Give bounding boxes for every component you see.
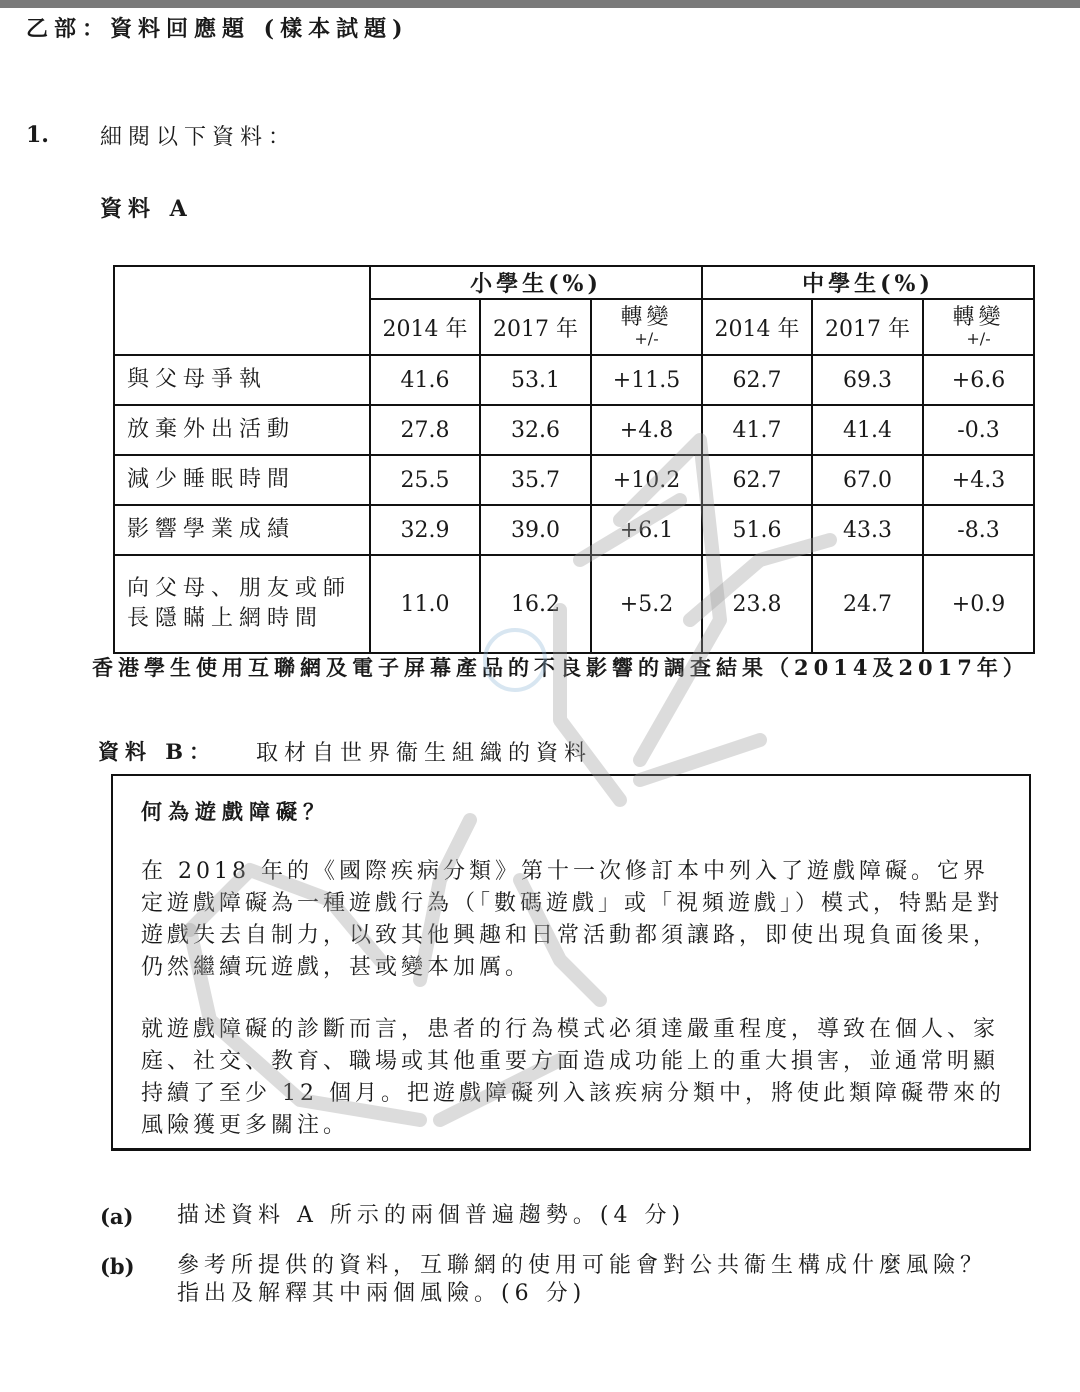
row-label: 向父母、朋友或師長隱瞞上網時間 xyxy=(114,555,370,653)
table-cell: 24.7 xyxy=(812,555,923,653)
table-cell: +4.8 xyxy=(591,405,702,455)
row-label: 影響學業成績 xyxy=(114,505,370,555)
source-b-box xyxy=(111,774,1031,1151)
table-row xyxy=(114,555,1034,653)
survey-table xyxy=(113,265,1035,654)
change-label: 轉變 xyxy=(620,305,673,330)
table-cell: +11.5 xyxy=(591,355,702,405)
table-cell: +5.2 xyxy=(591,555,702,653)
question-a-label: (a) xyxy=(100,1204,134,1229)
table-cell: +0.9 xyxy=(923,555,1034,653)
question-b-label: (b) xyxy=(100,1254,135,1279)
table-cell: 32.6 xyxy=(480,405,591,455)
table-row xyxy=(114,455,1034,505)
top-bar xyxy=(0,0,1080,8)
col-header-change xyxy=(591,299,702,355)
table-cell: 39.0 xyxy=(480,505,591,555)
table-cell: +6.6 xyxy=(923,355,1034,405)
table-row xyxy=(114,505,1034,555)
group-header-secondary: 中學生(%) xyxy=(702,266,1034,299)
table-cell: 53.1 xyxy=(480,355,591,405)
table-cell: 41.4 xyxy=(812,405,923,455)
col-header-year-2: 2017 年 xyxy=(812,299,923,355)
change-sign: +/- xyxy=(634,329,659,348)
source-b-title: 取材自世界衞生組織的資料 xyxy=(256,741,593,766)
col-header-year-2: 2017 年 xyxy=(480,299,591,355)
table-cell: 25.5 xyxy=(370,455,480,505)
source-b-heading: 何為遊戲障礙？ xyxy=(141,799,330,824)
table-cell: +10.2 xyxy=(591,455,702,505)
table-cell: 62.7 xyxy=(702,455,812,505)
question-a-text: 描述資料 A 所示的兩個普遍趨勢。(4 分) xyxy=(177,1203,686,1228)
table-cell: 11.0 xyxy=(370,555,480,653)
table-cell: 23.8 xyxy=(702,555,812,653)
source-b-paragraph-1: 在 2018 年的《國際疾病分類》第十一次修訂本中列入了遊戲障礙。它界定遊戲障礙為一種遊戲行為（「數碼遊戲」或「視頻遊戲」）模式，特點是對遊戲失去自制力，以致其他興趣和日常活動都須讓路，即使出現負面後果，仍然繼續玩遊戲，甚或變本加厲。 xyxy=(141,859,1004,980)
table-cell: 43.3 xyxy=(812,505,923,555)
row-label: 放棄外出活動 xyxy=(114,405,370,455)
table-cell: 51.6 xyxy=(702,505,812,555)
change-sign: +/- xyxy=(966,329,991,348)
source-a-label: 資料 A xyxy=(100,196,193,222)
table-cell: 32.9 xyxy=(370,505,480,555)
table-cell: 41.6 xyxy=(370,355,480,405)
table-cell: 67.0 xyxy=(812,455,923,505)
table-cell: +6.1 xyxy=(591,505,702,555)
table-cell: +4.3 xyxy=(923,455,1034,505)
question-b-text: 參考所提供的資料，互聯網的使用可能會對公共衞生構成什麼風險？指出及解釋其中兩個風險。(6 分) xyxy=(177,1253,988,1306)
table-cell: 35.7 xyxy=(480,455,591,505)
table-caption: 香港學生使用互聯網及電子屏幕產品的不良影響的調查結果（2014及2017年） xyxy=(92,655,1029,680)
table-cell: 69.3 xyxy=(812,355,923,405)
col-header-year-1: 2014 年 xyxy=(702,299,812,355)
table-cell: -0.3 xyxy=(923,405,1034,455)
col-header-change xyxy=(923,299,1034,355)
table-cell: 27.8 xyxy=(370,405,480,455)
table-corner-cell xyxy=(114,266,370,355)
source-b-label: 資料 B： xyxy=(98,739,217,764)
question-number: 1. xyxy=(26,122,49,148)
question-intro: 細閱以下資料： xyxy=(100,125,297,150)
table-cell: -8.3 xyxy=(923,505,1034,555)
change-label: 轉變 xyxy=(952,305,1005,330)
col-header-year-1: 2014 年 xyxy=(370,299,480,355)
table-cell: 62.7 xyxy=(702,355,812,405)
table-cell: 16.2 xyxy=(480,555,591,653)
section-title: 乙部：資料回應題 (樣本試題) xyxy=(26,16,409,42)
row-label: 減少睡眠時間 xyxy=(114,455,370,505)
table-cell: 41.7 xyxy=(702,405,812,455)
table-row xyxy=(114,355,1034,405)
table-row xyxy=(114,405,1034,455)
source-b-paragraph-2: 就遊戲障礙的診斷而言，患者的行為模式必須達嚴重程度，導致在個人、家庭、社交、教育、職場或其他重要方面造成功能上的重大損害，並通常明顯持續了至少 12 個月。把遊戲障礙列入該疾病分類中，將使此類障礙帶來的風險獲更多關注。 xyxy=(141,1017,1005,1138)
row-label: 與父母爭執 xyxy=(114,355,370,405)
group-header-primary: 小學生(%) xyxy=(370,266,702,299)
